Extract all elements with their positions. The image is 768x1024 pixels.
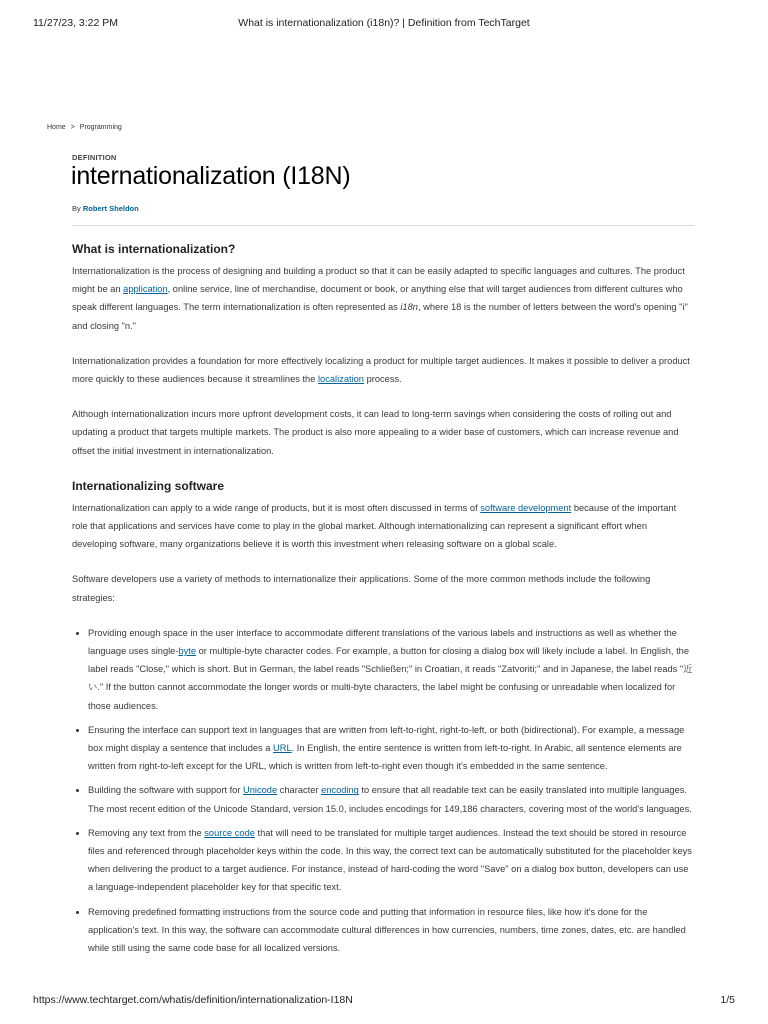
link-source-code[interactable]: source code [204,827,255,838]
link-application[interactable]: application [123,284,168,295]
link-software-development[interactable]: software development [480,502,572,513]
section-heading-software: Internationalizing software [72,478,225,493]
strategies-list [72,624,694,957]
byline [72,204,139,213]
text-run: Removing predefined formatting instructions from the source code and putting that information in resource files, like how it's done for the application's text. In this way, the software can accommodate cultural differences in how currencies, numbers, time zones, dates, etc. are handled while still using the same code base for all localized versions. [88,906,686,954]
text-run: that will need to be translated for multiple target audiences. Instead the text should be stored in resource files and referenced through placeholder keys within the code. In this way, the correct text can be automatically substituted for the placeholder keys when delivering the product to a target audience. For instance, instead of hard-coding the word "Save" on a dialog box button, developers can use a language-independent placeholder key for that specific text. [88,827,692,893]
print-date: 11/27/23, 3:22 PM [33,17,119,29]
list-item [88,824,694,897]
text-run: character [277,785,322,796]
text-italic: i18n [400,302,418,313]
text-run: Providing enough space in the user interface to accommodate different translations of the various labels and instructions as well as whether the language uses single- [88,627,677,657]
breadcrumb-separator: > [70,124,75,131]
paragraph [72,352,694,388]
print-header [0,17,768,31]
text-run: because of the important role that applications and services have come to play in the global market. Although internationalizing can represent a significant effort when developing software, many organizations believe it is worth this investment when releasing software on a global scale. [72,502,677,550]
link-unicode[interactable]: Unicode [243,785,278,796]
text-run: Removing any text from the [88,827,205,838]
text-run: or multiple-byte character codes. For example, a button for closing a dialog box will likely include a label. In English, the label reads "Close," which is short. But in German, the label reads "Schließen;" in Croatian, it reads "Zatvoriti;" and in Japanese, the label reads "近い." If the button cannot accommodate the longer words or multi-byte characters, the label might be confusing or unreadable when localized for those audiences. [88,646,693,711]
print-page-number: 1/5 [720,994,735,1006]
text-run: Building the software with support for [88,785,244,796]
definition-label: DEFINITION [72,153,117,162]
article-body [72,240,694,963]
list-item [88,624,694,715]
text-run: . In English, the entire sentence is written from left-to-right. In Arabic, all sentence elements are written from right-to-left except for the URL, which is written from left-to-right even though it's embedded in the same sentence. [88,743,682,772]
breadcrumb [47,124,122,131]
paragraph [72,262,694,335]
list-item [88,721,694,776]
paragraph: Software developers use a variety of methods to internationalize their applications. Some of the more common methods include the following strategies: [72,574,651,603]
text-run: to ensure that all readable text can be easily translated into multiple languages. The most recent edition of the Unicode Standard, version 15.0, includes encodings for 149,186 characters, covering most of the world's languages. [88,785,692,814]
print-url: https://www.techtarget.com/whatis/definition/internationalization-I18N [33,994,353,1006]
header-divider [72,225,694,226]
print-footer [0,994,768,1008]
text-run: Internationalization provides a foundation for more effectively localizing a product for multiple target audiences. It makes it possible to deliver a product more quickly to these audiences because it streamlines the [72,355,690,385]
breadcrumb-home[interactable]: Home [47,124,66,131]
link-localization[interactable]: localization [317,374,364,385]
text-run: , online service, line of merchandise, document or book, or anything else that will target audiences from different cultures who speak different languages. The term internationalization is often represented as [72,284,683,313]
page-title: internationalization (I18N) [71,162,351,190]
text-run: Internationalization is the process of designing and building a product so that it can be easily adapted to specific languages and cultures. The product might be an [72,266,685,295]
list-item [88,903,694,958]
paragraph: Although internationalization incurs more upfront development costs, it can lead to long-term savings when considering the costs of rolling out and updating a product that targets multiple markets. The product is also more appealing to a wider base of customers, which can increase revenue and offset the initial investment in internationalization. [72,409,679,456]
text-run: Ensuring the interface can support text in languages that are written from left-to-right, right-to-left, or both (bidirectional). For example, a message box might display a sentence that includes a [88,724,685,754]
author-link[interactable]: Robert Sheldon [82,204,139,213]
paragraph [72,499,694,554]
breadcrumb-programming[interactable]: Programming [79,124,122,131]
byline-prefix: By [72,204,81,213]
text-run: Internationalization can apply to a wide range of products, but it is most often discussed in terms of [72,502,481,513]
text-run: process. [363,374,402,385]
list-item [88,781,694,817]
link-url[interactable]: URL [273,743,292,754]
text-run: , where 18 is the number of letters between the word's opening "i" and closing "n." [72,302,688,331]
link-encoding[interactable]: encoding [321,785,359,796]
print-page-title: What is internationalization (i18n)? | Definition from TechTarget [238,17,530,29]
link-byte[interactable]: byte [178,646,197,657]
section-heading-what-is: What is internationalization? [72,242,236,256]
